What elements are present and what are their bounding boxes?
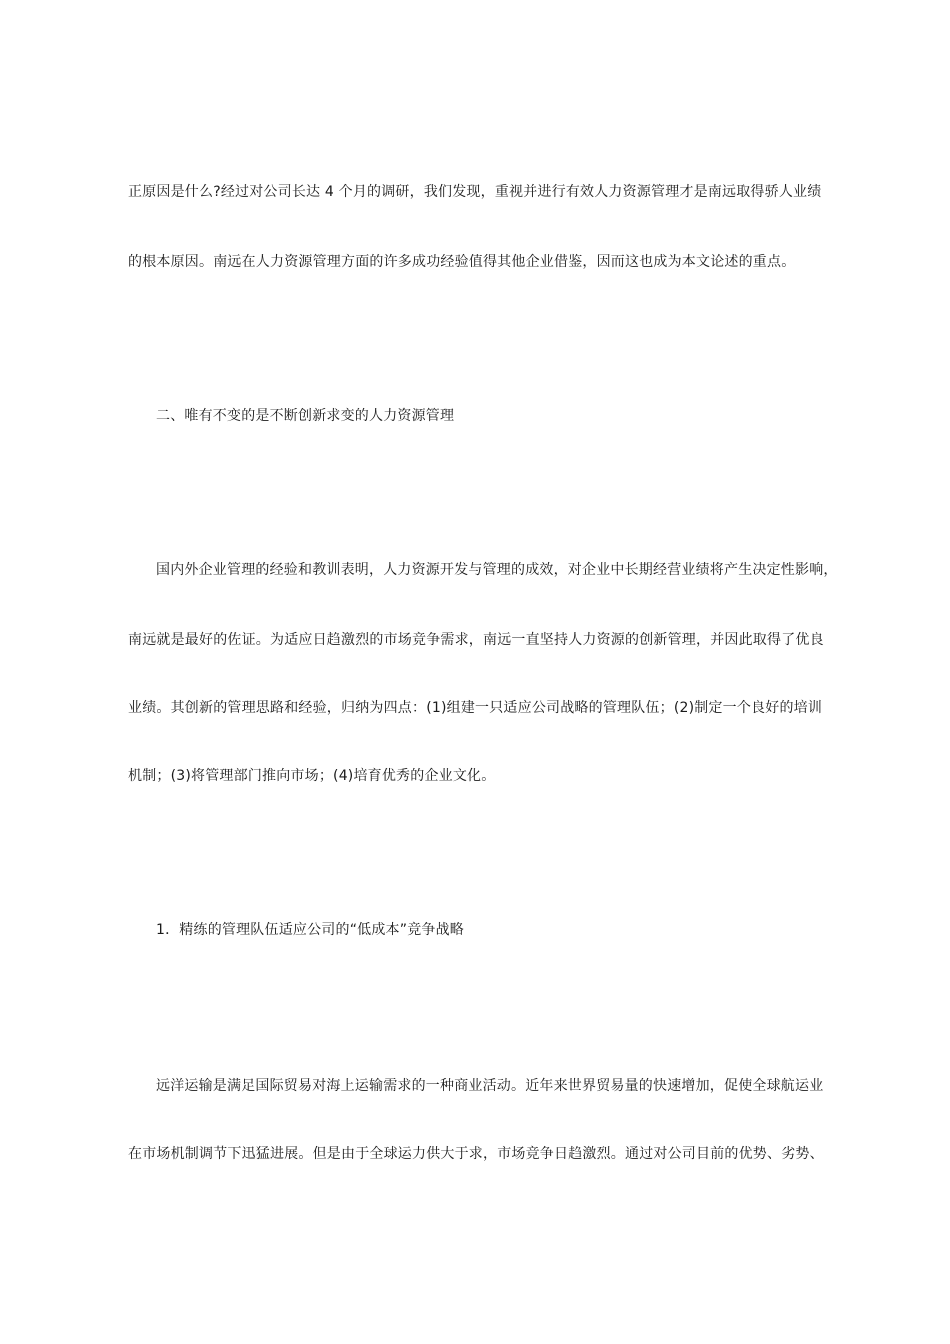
paragraph-line: 国内外企业管理的经验和教训表明，人力资源开发与管理的成效，对企业中长期经营业绩将产生决定性影响， bbox=[156, 562, 838, 578]
section-heading: 二、唯有不变的是不断创新求变的人力资源管理 bbox=[156, 408, 455, 424]
paragraph-line: 远洋运输是满足国际贸易对海上运输需求的一种商业活动。近年来世界贸易量的快速增加，促使全球航运业 bbox=[156, 1078, 824, 1094]
paragraph-line: 正原因是什么?经过对公司长达 4 个月的调研，我们发现，重视并进行有效人力资源管理才是南远取得骄人业绩 bbox=[128, 184, 822, 200]
paragraph-line: 的根本原因。南远在人力资源管理方面的许多成功经验值得其他企业借鉴，因而这也成为本文论述的重点。 bbox=[128, 254, 796, 270]
paragraph-line: 业绩。其创新的管理思路和经验，归纳为四点：(1)组建一只适应公司战略的管理队伍；(2)制定一个良好的培训 bbox=[128, 700, 823, 716]
subsection-heading: 1．精练的管理队伍适应公司的“低成本”竞争战略 bbox=[156, 922, 465, 938]
paragraph-line: 在市场机制调节下迅猛进展。但是由于全球运力供大于求，市场竞争日趋激烈。通过对公司目前的优势、劣势、 bbox=[128, 1146, 824, 1162]
paragraph-line: 南远就是最好的佐证。为适应日趋激烈的市场竞争需求，南远一直坚持人力资源的创新管理，并因此取得了优良 bbox=[128, 632, 824, 648]
paragraph-line: 机制；(3)将管理部门推向市场；(4)培育优秀的企业文化。 bbox=[128, 768, 496, 784]
